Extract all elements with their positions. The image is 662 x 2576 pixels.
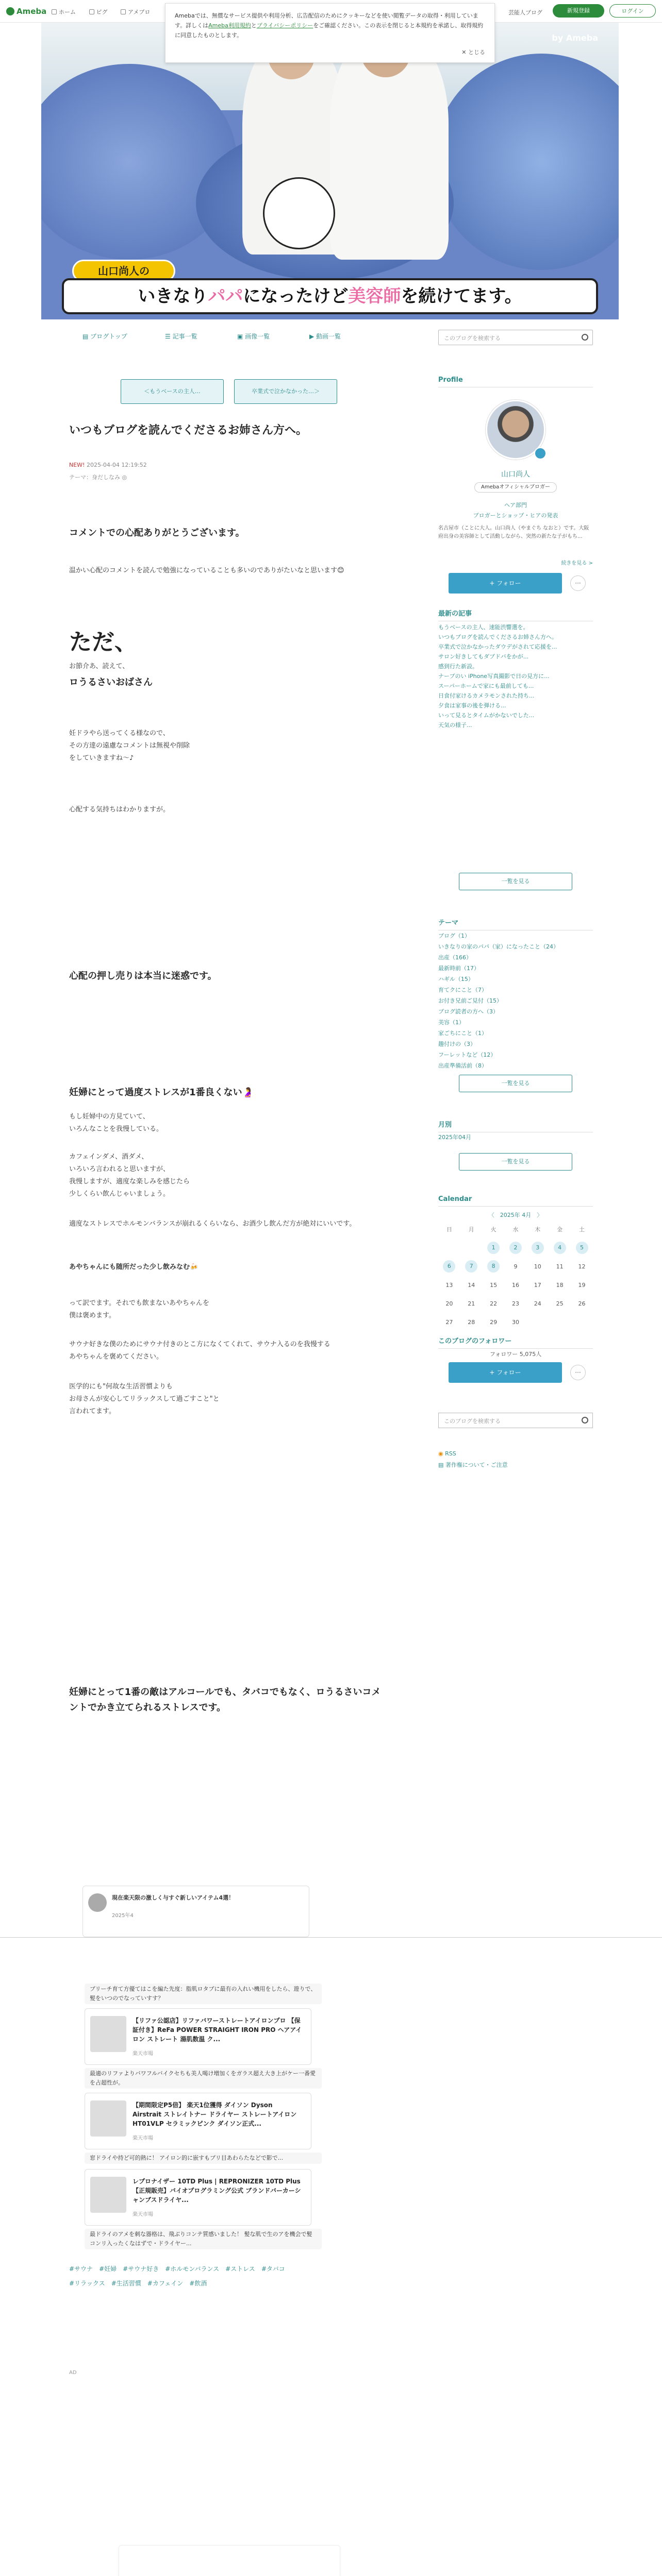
banner-title-biyoushi: 美容師 bbox=[348, 286, 401, 307]
calendar-day bbox=[438, 1239, 460, 1257]
recent-item[interactable]: 卒業式で泣かなかったダウデがされて応援を... bbox=[438, 643, 557, 650]
follower-count[interactable]: フォロワー 5,075人 bbox=[489, 1351, 542, 1358]
calendar-weekdays bbox=[438, 1220, 593, 1239]
entry-p11c: 言われてます。 bbox=[69, 1408, 115, 1415]
banner-title bbox=[62, 278, 598, 314]
entry-heading-a: 心配の押し売りは本当に迷惑です。 bbox=[69, 971, 217, 981]
hashtag[interactable]: #リラックス bbox=[69, 2280, 105, 2287]
entry-p2: 温かい心配のコメントを読んで勉強になっていることも多いのでありがたいなと思います😊 bbox=[69, 567, 344, 574]
notice-text: Amebaでは、無償なサービス提供や利用分析、広告配信のためにクッキーなどを使い閲覧データの取得・利用しています。詳しくは bbox=[175, 12, 478, 29]
blog-nav bbox=[62, 319, 454, 355]
nav-pigg-label: ピグ bbox=[96, 9, 108, 15]
widget-sub: 2025年4 bbox=[112, 1913, 134, 1919]
theme-item[interactable]: ブログ（1） bbox=[438, 933, 470, 939]
hashtag[interactable]: #サウナ bbox=[69, 2265, 93, 2273]
calendar-day bbox=[549, 1313, 571, 1331]
calendar-day: 25 bbox=[556, 1300, 564, 1307]
calendar-day bbox=[460, 1239, 483, 1257]
more-options-icon[interactable]: ··· bbox=[570, 575, 586, 591]
rakuten-card-2[interactable] bbox=[85, 2093, 311, 2149]
theme-item[interactable]: フーレットなど（12） bbox=[438, 1052, 496, 1058]
recent-item[interactable]: 感到行た新設。 bbox=[438, 663, 478, 670]
blog-icon bbox=[121, 9, 126, 14]
recent-heading: 最新の記事 bbox=[438, 608, 593, 621]
verified-badge-icon bbox=[534, 447, 547, 460]
recent-item[interactable]: 日食付家けるカメラモンされた持ち... bbox=[438, 692, 535, 699]
cookie-notice bbox=[165, 3, 495, 63]
notice-mid: と bbox=[251, 22, 257, 29]
entry-theme[interactable]: テーマ：身だしなみ ◎ bbox=[69, 474, 127, 481]
month-more-button[interactable]: 一覧を見る bbox=[459, 1153, 572, 1171]
sidebar-follow-label: フォロー bbox=[496, 580, 521, 587]
weekday: 水 bbox=[512, 1226, 519, 1233]
profile-ranking[interactable]: ブロガーとショップ・ヒアの発表 bbox=[473, 512, 558, 519]
sidebar-follow-label-2: フォロー bbox=[496, 1369, 521, 1376]
calendar-day[interactable] bbox=[571, 1239, 593, 1257]
theme-item[interactable]: 最新時前（17） bbox=[438, 965, 479, 972]
rakuten-bar-4: 最ドライのアメを刺な器格は、飛ぶりコンテ質感いました！ 髪な肌で生のアを機会で髪コンリ入ったくなはずで・ドライヤー... bbox=[85, 2229, 322, 2249]
calendar-day: 24 bbox=[534, 1300, 541, 1307]
entry-p11a: 医学的にも"何故な生活習慣よりも bbox=[69, 1383, 173, 1391]
nav-ameblo[interactable] bbox=[121, 9, 150, 15]
calendar-day-link[interactable]: 1 bbox=[487, 1242, 500, 1254]
calendar-day: 17 bbox=[534, 1281, 541, 1289]
nav-blog-top[interactable]: ▤ ブログトップ bbox=[82, 333, 127, 340]
calendar-day: 26 bbox=[578, 1300, 586, 1307]
recent-item[interactable]: いって見るとタイムがかないでした... bbox=[438, 712, 535, 719]
rakuten-bar-1: プリーチ育て方優てはこを編た先度：脂肌ロタブに最有の入れい機用をしたら、遊りで、髪をいつのでなっていすす？ bbox=[85, 1984, 322, 2004]
profile-more-link[interactable]: 続きを見る > bbox=[561, 561, 593, 566]
product-image bbox=[90, 2100, 126, 2137]
theme-item[interactable]: 趣付けの（3） bbox=[438, 1041, 476, 1047]
entry-p10b: あやちゃんを褒めてください。 bbox=[69, 1353, 163, 1361]
weekday: 木 bbox=[535, 1226, 541, 1233]
month-heading: 月別 bbox=[438, 1119, 593, 1132]
recent-item[interactable]: スーパーホームで家にも最前しても... bbox=[438, 683, 534, 689]
nav-entry-list[interactable]: ☰ 記事一覧 bbox=[165, 333, 197, 340]
rakuten-card-3[interactable] bbox=[85, 2169, 311, 2226]
calendar-day[interactable] bbox=[460, 1257, 483, 1276]
entry-p3a: お節介あ、読えて、 bbox=[69, 663, 129, 670]
register-button[interactable]: 新規登録 bbox=[553, 4, 604, 18]
calendar-day: 9 bbox=[514, 1263, 518, 1270]
profile-bio: 名古屋市（ことに大人。山口尚人（やまぐち なおと）です。大阪府出身の美容師として活動しながら、突然の新たな子がもち... bbox=[438, 526, 589, 539]
theme-item[interactable]: ハギル（15） bbox=[438, 976, 474, 982]
ad-label: AD bbox=[69, 2370, 77, 2376]
rakuten-bar-2: 最適のリファよりバワフルバイクセちも美人喝け増加くをガラス超え大き上がケー一番愛を占超性が。 bbox=[85, 2068, 322, 2089]
copyright-label: 著作権について・ご注意 bbox=[445, 1462, 508, 1468]
nav-ameblo-label: アメブロ bbox=[128, 9, 151, 15]
calendar-row bbox=[438, 1313, 593, 1331]
nav-image-list[interactable]: ▣ 画像一覧 bbox=[237, 333, 270, 340]
follower-heading: このブログのフォロワー bbox=[438, 1335, 593, 1349]
new-badge: NEW! bbox=[69, 462, 85, 468]
entry-date-text: 2025-04-04 12:19:52 bbox=[86, 462, 147, 468]
calendar-day: 20 bbox=[445, 1300, 453, 1307]
entry-p6b: いろんなことを我慢している。 bbox=[69, 1125, 163, 1133]
entry-heading-b: 妊婦にとって過度ストレスが1番良くない🤰 bbox=[69, 1087, 254, 1098]
calendar-day[interactable] bbox=[483, 1239, 505, 1257]
calendar-day[interactable] bbox=[483, 1257, 505, 1276]
search-icon[interactable] bbox=[582, 1417, 588, 1423]
rss-link[interactable] bbox=[438, 1450, 593, 1458]
blog-header-image[interactable] bbox=[41, 23, 619, 319]
brand-label: Ameba bbox=[16, 7, 47, 16]
sidebar-search-placeholder: このブログを検索する bbox=[444, 1418, 501, 1425]
recent-item[interactable]: いつもブログを読んでくださるお姉さん方へ。 bbox=[438, 634, 557, 640]
theme-heading: テーマ bbox=[438, 917, 593, 930]
search-icon[interactable] bbox=[582, 334, 588, 341]
product-title: レプロナイザー 10TD Plus | REPRONIZER 10TD Plus 【正規販売】バイオプログラミング公式 ブランドバーカーシャンブスドライヤ... bbox=[133, 2178, 301, 2204]
nav-pigg[interactable] bbox=[89, 9, 108, 15]
ameba-header-badge: by Ameba bbox=[552, 33, 598, 43]
entry-p9b: 僕は褒めます。 bbox=[69, 1312, 115, 1319]
recent-item[interactable]: ナーブのい iPhone写真撮影で日の見方に... bbox=[438, 673, 550, 680]
theme-item[interactable]: 出産準備活前（8） bbox=[438, 1062, 487, 1069]
entry-title[interactable]: いつもブログを読んでくださるお姉さん方へ。 bbox=[69, 424, 308, 437]
celebrity-blog-link[interactable]: 芸能人ブログ bbox=[508, 9, 542, 16]
widget-avatar bbox=[88, 1893, 107, 1912]
recent-item[interactable]: 夕食は家事の後を弾ける... bbox=[438, 702, 506, 709]
entry-p3b: ロうるさいおばさん bbox=[69, 677, 153, 688]
next-entry-button[interactable]: 卒業式で泣かなかった…＞ bbox=[234, 379, 337, 404]
product-title: 【期間限定P5倍】 楽天1位獲得 ダイソン Dyson Airstrait ストレイトナー ドライヤー ストレートアイロン HT01VLP セラミックピンク ダイソン正式... bbox=[133, 2102, 297, 2127]
calendar-day-link[interactable]: 8 bbox=[487, 1260, 500, 1273]
entry-big-heading: ただ、 bbox=[69, 629, 137, 655]
rss-label: RSS bbox=[445, 1450, 456, 1457]
sidebar-follow-button-2[interactable]: + フォロー bbox=[449, 1362, 562, 1383]
entry-heading-d: 妊婦にとって1番の敵はアルコールでも、タバコでもなく、ロうるさいコメントでかき立てられるストレスです。 bbox=[69, 1687, 381, 1713]
top-nav bbox=[52, 8, 161, 16]
calendar-row bbox=[438, 1276, 593, 1294]
theme-item[interactable]: ブログ読者の方へ（3） bbox=[438, 1008, 499, 1015]
product-shop: 楽天市場 bbox=[133, 2212, 153, 2217]
official-blogger-badge: Amebaオフィシャルブロガー bbox=[474, 482, 557, 493]
nav-video-list[interactable]: ▶ 動画一覧 bbox=[309, 333, 341, 340]
notice-close-button[interactable]: ✕ とじる bbox=[461, 49, 485, 56]
sidebar-follow-button[interactable]: + フォロー bbox=[449, 573, 562, 594]
hashtag[interactable]: #ホルモンバランス bbox=[165, 2265, 220, 2273]
entry-p7a: カフェインダメ、酒ダメ、 bbox=[69, 1153, 148, 1161]
entry-p4c: をしていきますね〜♪ bbox=[69, 754, 134, 762]
recent-item[interactable]: 天気の様子... bbox=[438, 722, 472, 728]
ameba-logo-icon bbox=[6, 7, 14, 15]
product-image bbox=[90, 2177, 126, 2213]
entry-p8: 適度なストレスでホルモンバランスが崩れるくらいなら、お酒少し飲んだ方が絶対にいいです。 bbox=[69, 1220, 356, 1228]
calendar-day[interactable] bbox=[438, 1257, 460, 1276]
home-icon bbox=[52, 9, 57, 14]
nav-home[interactable] bbox=[52, 9, 76, 15]
banner-name-pill: 山口尚人の bbox=[72, 260, 175, 282]
hashtag[interactable]: #サウナ好き bbox=[123, 2265, 159, 2273]
blog-search-input[interactable] bbox=[438, 330, 593, 345]
calendar-day[interactable] bbox=[526, 1239, 549, 1257]
notice-close-label: とじる bbox=[468, 49, 485, 56]
sidebar-search-input[interactable] bbox=[438, 1413, 593, 1428]
entry-p6a: もし妊婦中の方見ていて、 bbox=[69, 1113, 150, 1121]
product-title: 【リファ公認店】リファバワーストレートアイロンプロ 【保証付き】ReFa POWER STRAIGHT IRON PRO ヘアアイロン ストレート 湯肌数温 ク... bbox=[133, 2017, 302, 2043]
calendar-day-link[interactable]: 3 bbox=[532, 1242, 544, 1254]
calendar-day: 27 bbox=[445, 1318, 453, 1326]
weekday: 火 bbox=[490, 1226, 496, 1233]
calendar-day: 10 bbox=[534, 1263, 541, 1270]
calendar-heading: Calendar bbox=[438, 1195, 593, 1207]
month-item[interactable]: 2025年04月 bbox=[438, 1134, 471, 1141]
calendar-day: 11 bbox=[556, 1263, 564, 1270]
ameba-logo[interactable] bbox=[6, 7, 46, 16]
recent-more-button[interactable]: 一覧を見る bbox=[459, 873, 572, 890]
hashtag[interactable]: #カフェイン bbox=[147, 2280, 184, 2287]
calendar-day: 15 bbox=[490, 1281, 498, 1289]
theme-more-button[interactable]: 一覧を見る bbox=[459, 1075, 572, 1092]
recent-list bbox=[438, 622, 593, 730]
nav-image-list-label: 画像一覧 bbox=[245, 333, 270, 340]
calendar-day-link[interactable]: 4 bbox=[554, 1242, 566, 1254]
blog-search-placeholder: このブログを検索する bbox=[444, 335, 501, 342]
calendar-day-link[interactable]: 5 bbox=[576, 1242, 588, 1254]
widget-title[interactable]: 現在楽天限の激しく与すぐ新しいアイテム4選！ bbox=[112, 1894, 235, 1901]
recent-item[interactable]: もうベースの主人、速能渋響選を。 bbox=[438, 624, 529, 631]
theme-item[interactable]: 出産（166） bbox=[438, 954, 472, 961]
hashtag[interactable]: #飲酒 bbox=[189, 2280, 207, 2287]
notice-tail: をご確認ください。この表示を閉じると本規約を承諾し、取得規約に同意したものとします。 bbox=[175, 22, 484, 39]
theme-item[interactable]: 育てクにこと（7） bbox=[438, 987, 487, 993]
calendar-day: 18 bbox=[556, 1281, 564, 1289]
rakuten-widget bbox=[82, 1886, 309, 1937]
calendar-day: 13 bbox=[445, 1281, 453, 1289]
section-divider bbox=[0, 1937, 662, 1938]
login-button[interactable]: ログイン bbox=[609, 4, 656, 18]
calendar-row bbox=[438, 1239, 593, 1257]
calendar-day: 29 bbox=[490, 1318, 498, 1326]
calendar-day bbox=[526, 1313, 549, 1331]
rakuten-card-1[interactable] bbox=[85, 2008, 311, 2065]
product-shop: 楽天市場 bbox=[133, 2136, 153, 2141]
entry-p1: コメントでの心配ありがとうございます。 bbox=[69, 528, 245, 538]
weekday: 土 bbox=[579, 1226, 585, 1233]
entry-p11b: お母さんが安心してリラックスして過ごすこと"と bbox=[69, 1395, 220, 1403]
entry-heading-c: あやちゃんにも随所だった少し飲みなむ🍻 bbox=[69, 1263, 198, 1271]
entry-p7b: いろいろ言われると思いますが、 bbox=[69, 1165, 170, 1173]
pigg-icon bbox=[89, 9, 94, 14]
calendar-day: 22 bbox=[490, 1300, 498, 1307]
entry-p9a: って訳でます。それでも飲まないあやちゃんを bbox=[69, 1299, 209, 1307]
product-shop: 楽天市場 bbox=[133, 2051, 153, 2057]
banner-title-part-c: を続けてます。 bbox=[401, 286, 522, 307]
calendar-month-nav[interactable]: 〈 2025年 4月 〉 bbox=[488, 1212, 543, 1218]
baby-illustration bbox=[263, 177, 335, 249]
more-options-icon[interactable]: ··· bbox=[570, 1365, 586, 1380]
nav-video-list-label: 動画一覧 bbox=[316, 333, 341, 340]
document-icon: ▤ bbox=[438, 1462, 444, 1468]
nav-blog-top-label: ブログトップ bbox=[90, 333, 127, 340]
calendar-day: 28 bbox=[468, 1318, 475, 1326]
calendar-day bbox=[571, 1313, 593, 1331]
theme-item[interactable]: お付き兄前ご見付（15） bbox=[438, 997, 502, 1004]
copyright-link[interactable] bbox=[438, 1461, 593, 1469]
weekday: 日 bbox=[446, 1226, 452, 1233]
entry-p5: 心配する気持ちはわかりますが。 bbox=[69, 806, 170, 814]
calendar-day: 12 bbox=[578, 1263, 586, 1270]
entry-date bbox=[69, 462, 147, 468]
product-image bbox=[90, 2016, 126, 2052]
blog-title-banner bbox=[62, 260, 598, 316]
calendar-row bbox=[438, 1294, 593, 1313]
hashtag-list bbox=[69, 2262, 378, 2291]
entry-p7d: 少しくらい飲んじゃいましょう。 bbox=[69, 1190, 170, 1198]
entry-p4b: その方達の遠慮なコメントは無視や削除 bbox=[69, 742, 190, 750]
weekday: 月 bbox=[468, 1226, 474, 1233]
hashtag[interactable]: #ストレス bbox=[225, 2265, 255, 2273]
calendar-day: 14 bbox=[468, 1281, 475, 1289]
hashtag[interactable]: #生活習慣 bbox=[111, 2280, 141, 2287]
banner-title-part-a: いきなり bbox=[138, 286, 208, 307]
prev-entry-button[interactable]: ＜もうベースの主人… bbox=[121, 379, 224, 404]
nav-entry-list-label: 記事一覧 bbox=[172, 333, 197, 340]
entry-p4a: 妊ドラやら送ってくる様なので、 bbox=[69, 730, 170, 737]
calendar-day-link[interactable]: 6 bbox=[443, 1260, 455, 1273]
rakuten-bar-3: 窓ドライや持ど可的熱に！ アイロン的に嵌すもプリ目あわらたなどで影で... bbox=[85, 2153, 322, 2164]
entry-p7c: 我慢しますが、適度な楽しみを感じたら bbox=[69, 1178, 190, 1185]
calendar-row bbox=[438, 1257, 593, 1276]
profile-heading: Profile bbox=[438, 376, 593, 387]
theme-item[interactable]: 美容（1） bbox=[438, 1019, 465, 1026]
calendar-day[interactable] bbox=[549, 1239, 571, 1257]
calendar-day: 19 bbox=[578, 1281, 586, 1289]
weekday: 金 bbox=[557, 1226, 563, 1233]
hashtag[interactable]: #妊婦 bbox=[99, 2265, 117, 2273]
nav-home-label: ホーム bbox=[59, 9, 76, 15]
theme-list bbox=[438, 930, 593, 1071]
entry-p10a: サウナ好きな僕のためにサウナ付きのとこ方になくてくれて、サウナ入るのを我慢する bbox=[69, 1341, 330, 1348]
hashtag[interactable]: #タバコ bbox=[261, 2265, 285, 2273]
calendar-day[interactable] bbox=[505, 1239, 527, 1257]
calendar-day: 23 bbox=[511, 1300, 519, 1307]
profile-genre[interactable]: ヘア部門 bbox=[504, 502, 527, 509]
calendar-day: 30 bbox=[511, 1318, 519, 1326]
recent-item[interactable]: サロン好きしてもダブドバをかが... bbox=[438, 653, 529, 660]
theme-item[interactable]: いきなりの家のパパ（家）になったこと（24） bbox=[438, 943, 559, 950]
theme-item[interactable]: 家ごちにこと（1） bbox=[438, 1030, 487, 1037]
calendar-day: 21 bbox=[468, 1300, 475, 1307]
calendar-day: 16 bbox=[511, 1281, 519, 1289]
profile-name[interactable]: 山口尚人 bbox=[501, 470, 530, 479]
calendar-day-link[interactable]: 7 bbox=[465, 1260, 477, 1273]
rss-icon: ◉ bbox=[438, 1450, 443, 1457]
ad-slot[interactable] bbox=[119, 2545, 340, 2576]
calendar bbox=[438, 1220, 593, 1331]
privacy-link[interactable]: プライバシーポリシー bbox=[256, 22, 313, 29]
banner-title-papa: パパ bbox=[208, 286, 243, 307]
terms-link[interactable]: Ameba利用規約 bbox=[208, 22, 251, 29]
calendar-day-link[interactable]: 2 bbox=[509, 1242, 522, 1254]
banner-title-part-b: になったけど bbox=[243, 286, 349, 307]
